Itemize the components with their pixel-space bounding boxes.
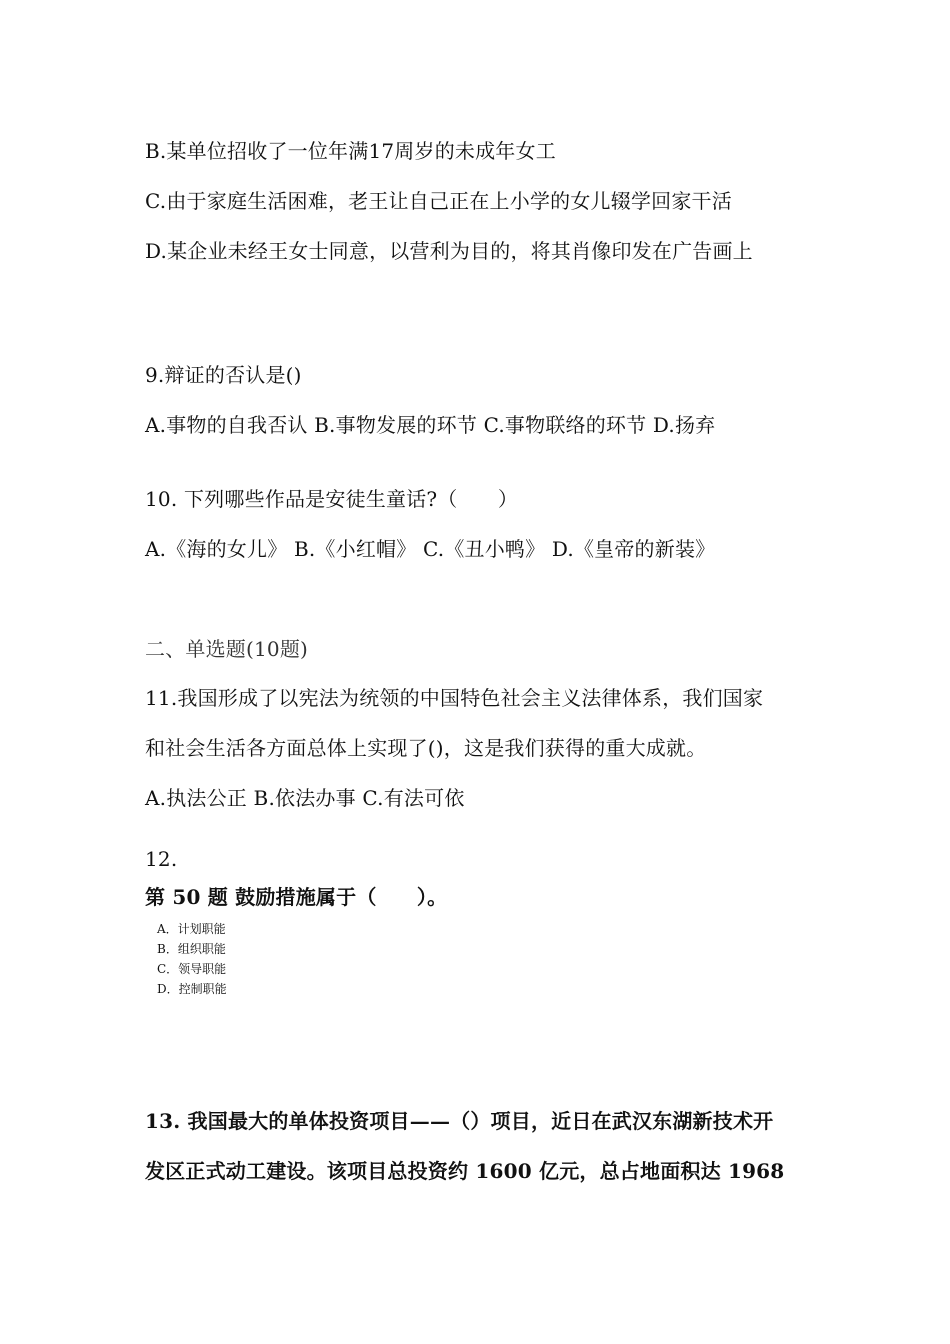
question-13-line-2: 发区正式动工建设。该项目总投资约 1600 亿元，总占地面积达 1968 — [145, 1159, 785, 1183]
question-12-number: 12. — [145, 847, 178, 871]
question-12-option-c: C．领导职能 — [157, 962, 227, 976]
question-12-option-b: B．组织职能 — [157, 942, 226, 956]
question-11-stem-line-2: 和社会生活各方面总体上实现了()，这是我们获得的重大成就。 — [145, 736, 707, 760]
question-8-option-c: C.由于家庭生活困难，老王让自己正在上小学的女儿辍学回家干活 — [145, 189, 732, 213]
question-12-option-d: D．控制职能 — [157, 982, 227, 996]
question-11-options: A.执法公正 B.依法办事 C.有法可依 — [145, 786, 465, 810]
question-11-stem-line-1: 11.我国形成了以宪法为统领的中国特色社会主义法律体系，我们国家 — [145, 686, 764, 710]
question-8-option-b: B.某单位招收了一位年满17周岁的未成年女工 — [145, 139, 556, 163]
question-8-option-d: D.某企业未经王女士同意，以营利为目的，将其肖像印发在广告画上 — [145, 239, 753, 263]
question-12-option-a: A．计划职能 — [157, 922, 226, 936]
question-13-line-1: 13. 我国最大的单体投资项目——（）项目，近日在武汉东湖新技术开 — [145, 1109, 774, 1133]
question-9-stem: 9.辩证的否认是() — [145, 363, 302, 387]
question-10-options: A.《海的女儿》 B.《小红帽》 C.《丑小鸭》 D.《皇帝的新装》 — [145, 537, 716, 561]
question-12-embedded-title: 第 50 题 鼓励措施属于（ ）。 — [145, 885, 448, 909]
question-9-options: A.事物的自我否认 B.事物发展的环节 C.事物联络的环节 D.扬弃 — [145, 413, 716, 437]
question-10-stem: 10. 下列哪些作品是安徒生童话?（ ） — [145, 487, 519, 511]
section-heading-single-choice: 二、单选题(10题) — [145, 637, 309, 661]
